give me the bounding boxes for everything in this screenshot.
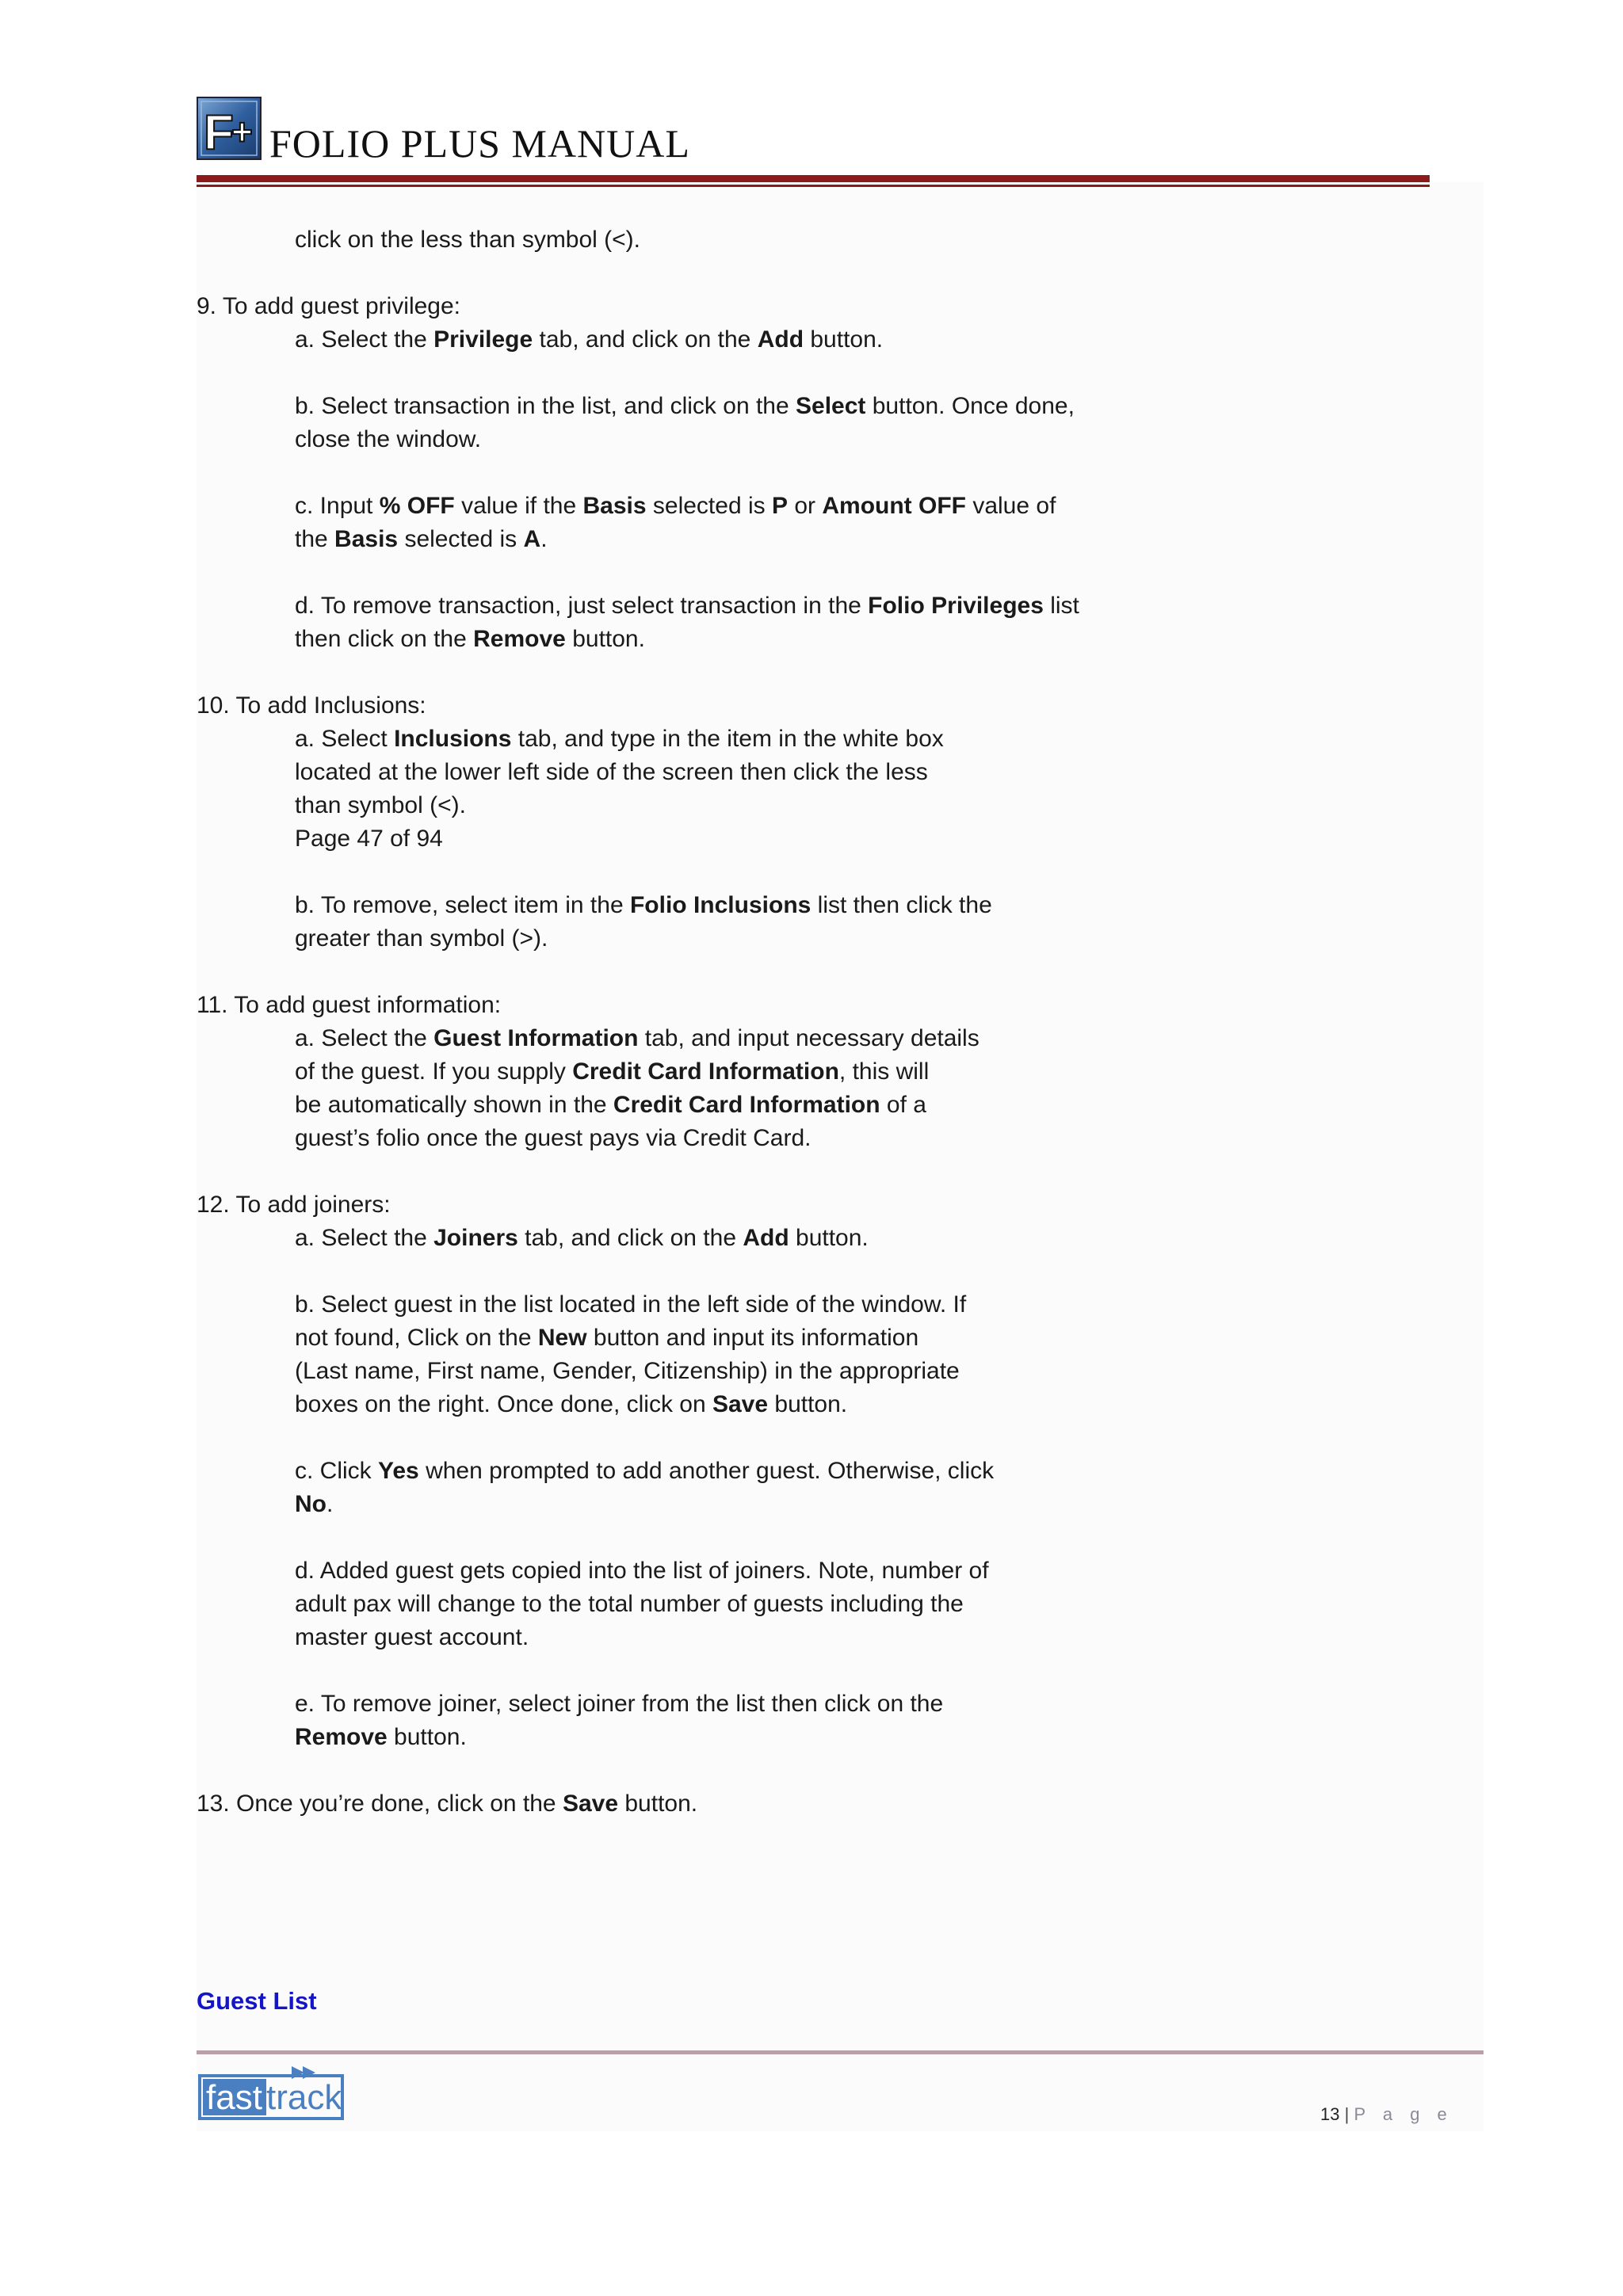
instruction-substep-line — [197, 423, 1385, 456]
paragraph-gap — [197, 955, 1385, 989]
text-run: selected is — [398, 526, 524, 552]
text-run: c. Click — [295, 1458, 378, 1484]
text-run: greater than symbol (>). — [295, 925, 548, 952]
bold-term: Add — [757, 326, 804, 353]
header-rule — [197, 175, 1430, 182]
bold-term: Select — [796, 393, 866, 419]
instruction-substep-line — [197, 1721, 1385, 1754]
instruction-substep-line — [197, 589, 1385, 623]
text-run: (Last name, First name, Gender, Citizenship) in the appropriate — [295, 1358, 960, 1384]
text-run: tab, and input necessary details — [638, 1025, 980, 1051]
bold-term: Credit Card Information — [572, 1058, 839, 1085]
instruction-substep-line — [197, 922, 1385, 955]
bold-term: Joiners — [433, 1225, 518, 1251]
paragraph-gap — [197, 556, 1385, 589]
instruction-step-line — [197, 689, 1385, 723]
text-run: a. Select the — [295, 326, 434, 353]
instruction-substep-line — [197, 490, 1385, 523]
bold-term: Yes — [378, 1458, 419, 1484]
instruction-substep-line — [197, 1688, 1385, 1721]
text-run: guest’s folio once the guest pays via Credit Card. — [295, 1125, 812, 1151]
instruction-substep-line — [197, 1089, 1385, 1122]
text-run: button. — [387, 1724, 467, 1750]
instruction-substep-line — [197, 223, 1385, 257]
text-run: located at the lower left side of the screen then click the less — [295, 759, 928, 785]
text-run: selected is — [646, 493, 772, 519]
document-title: FOLIO PLUS MANUAL — [269, 121, 690, 166]
text-run: or — [788, 493, 823, 519]
text-run: then click on the — [295, 626, 474, 652]
text-run: , this will — [838, 1058, 930, 1085]
text-run: tab, and type in the item in the white box — [511, 726, 944, 752]
instruction-step-line — [197, 989, 1385, 1022]
instruction-substep-line — [197, 1455, 1385, 1488]
bold-term: Save — [562, 1791, 619, 1817]
bold-term: Privilege — [433, 326, 533, 353]
paragraph-gap — [197, 1255, 1385, 1288]
text-run: 11. To add guest information: — [197, 992, 502, 1018]
fasttrack-logo-left: fast — [206, 2078, 262, 2117]
footer-rule — [197, 2050, 1484, 2054]
bold-term: Add — [743, 1225, 789, 1251]
header-rule-thin — [197, 185, 1430, 187]
text-run: button. — [768, 1391, 848, 1417]
bold-term: Basis — [582, 493, 647, 519]
instruction-substep-line — [197, 1355, 1385, 1388]
text-run: close the window. — [295, 426, 482, 452]
text-run: not found, Click on the — [295, 1325, 538, 1351]
text-run: boxes on the right. Once done, click on — [295, 1391, 712, 1417]
bold-term: A — [523, 526, 541, 552]
instruction-substep-line — [197, 789, 1385, 822]
instruction-substep-line — [197, 1588, 1385, 1621]
bold-term: Credit Card Information — [613, 1092, 880, 1118]
text-run: button. — [618, 1791, 698, 1817]
bold-term: Guest Information — [433, 1025, 639, 1051]
paragraph-gap — [197, 856, 1385, 889]
text-run: b. Select transaction in the list, and click on the — [295, 393, 796, 419]
instruction-substep-line — [197, 822, 1385, 856]
instruction-substep-line — [197, 1388, 1385, 1421]
bold-term: % OFF — [379, 493, 455, 519]
instruction-substep-line — [197, 1322, 1385, 1355]
instruction-step-line — [197, 1188, 1385, 1222]
bold-term: New — [537, 1325, 587, 1351]
text-run: button. — [789, 1225, 869, 1251]
instruction-substep-line — [197, 756, 1385, 789]
paragraph-gap — [197, 1421, 1385, 1455]
manual-instructions — [197, 223, 1385, 1821]
text-run: of a — [880, 1092, 926, 1118]
text-run: . — [540, 526, 548, 552]
text-run: 12. To add joiners: — [197, 1192, 391, 1218]
text-run: button and input its information — [586, 1325, 919, 1351]
bold-term: Remove — [295, 1724, 388, 1750]
text-run: the — [295, 526, 335, 552]
paragraph-gap — [197, 357, 1385, 390]
instruction-substep-line — [197, 1222, 1385, 1255]
text-run: button. — [565, 626, 645, 652]
text-run: . — [327, 1491, 334, 1517]
paragraph-gap — [197, 1155, 1385, 1188]
instruction-substep-line — [197, 1554, 1385, 1588]
bold-term: Folio Inclusions — [629, 892, 812, 918]
paragraph-gap — [197, 456, 1385, 490]
text-run: list — [1043, 593, 1079, 619]
text-run: of the guest. If you supply — [295, 1058, 573, 1085]
text-run: tab, and click on the — [517, 1225, 743, 1251]
text-run: adult pax will change to the total number of guests including the — [295, 1591, 964, 1617]
page-number-separator: | — [1344, 2104, 1350, 2124]
text-run: tab, and click on the — [533, 326, 758, 353]
text-run: 10. To add Inclusions: — [197, 692, 426, 719]
instruction-substep-line — [197, 1621, 1385, 1654]
text-run: b. To remove, select item in the — [295, 892, 630, 918]
text-run: a. Select — [295, 726, 395, 752]
bold-term: Inclusions — [394, 726, 512, 752]
section-heading-guest-list: Guest List — [197, 1987, 317, 2015]
svg-text:+: + — [231, 111, 253, 152]
text-run: d. Added guest gets copied into the list of joiners. Note, number of — [295, 1558, 989, 1584]
instruction-substep-line — [197, 323, 1385, 357]
text-run: value if the — [454, 493, 583, 519]
text-run: 9. To add guest privilege: — [197, 293, 461, 319]
bold-term: No — [295, 1491, 327, 1517]
bold-term: P — [771, 493, 788, 519]
instruction-substep-line — [197, 1288, 1385, 1322]
paragraph-gap — [197, 656, 1385, 689]
page-number-value: 13 — [1320, 2104, 1340, 2124]
text-run: value of — [966, 493, 1056, 519]
text-run: c. Input — [295, 493, 380, 519]
svg-text:F: F — [204, 105, 234, 160]
text-run: master guest account. — [295, 1624, 529, 1650]
bold-term: Basis — [334, 526, 399, 552]
paragraph-gap — [197, 1654, 1385, 1688]
bold-term: Save — [712, 1391, 769, 1417]
bold-term: Amount OFF — [822, 493, 966, 519]
text-run: list then click the — [811, 892, 992, 918]
instruction-substep-line — [197, 390, 1385, 423]
instruction-substep-line — [197, 1022, 1385, 1055]
text-run: click on the less than symbol (<). — [295, 227, 641, 253]
fasttrack-logo — [198, 2065, 346, 2120]
paragraph-gap — [197, 257, 1385, 290]
instruction-substep-line — [197, 623, 1385, 656]
page-word: P a g e — [1354, 2104, 1453, 2124]
instruction-substep-line — [197, 523, 1385, 556]
text-run: a. Select the — [295, 1225, 434, 1251]
text-run: b. Select guest in the list located in the left side of the window. If — [295, 1291, 967, 1318]
text-run: d. To remove transaction, just select transaction in the — [295, 593, 869, 619]
text-run: when prompted to add another guest. Otherwise, click — [418, 1458, 995, 1484]
text-run: Page 47 of 94 — [295, 826, 443, 852]
text-run: be automatically shown in the — [295, 1092, 613, 1118]
paragraph-gap — [197, 1754, 1385, 1787]
instruction-substep-line — [197, 1122, 1385, 1155]
page-number — [1320, 2104, 1453, 2125]
bold-term: Folio Privileges — [868, 593, 1044, 619]
bold-term: Remove — [473, 626, 566, 652]
text-run: button. — [804, 326, 884, 353]
folio-plus-logo — [197, 97, 262, 160]
paragraph-gap — [197, 1521, 1385, 1554]
text-run: a. Select the — [295, 1025, 434, 1051]
instruction-step-line — [197, 290, 1385, 323]
instruction-substep-line — [197, 889, 1385, 922]
instruction-substep-line — [197, 1055, 1385, 1089]
instruction-substep-line — [197, 723, 1385, 756]
text-run: 13. Once you’re done, click on the — [197, 1791, 563, 1817]
text-run: button. Once done, — [865, 393, 1075, 419]
instruction-step-line — [197, 1787, 1385, 1821]
fasttrack-logo-right: track — [266, 2078, 342, 2117]
text-run: than symbol (<). — [295, 792, 466, 818]
instruction-substep-line — [197, 1488, 1385, 1521]
text-run: e. To remove joiner, select joiner from the list then click on the — [295, 1691, 944, 1717]
